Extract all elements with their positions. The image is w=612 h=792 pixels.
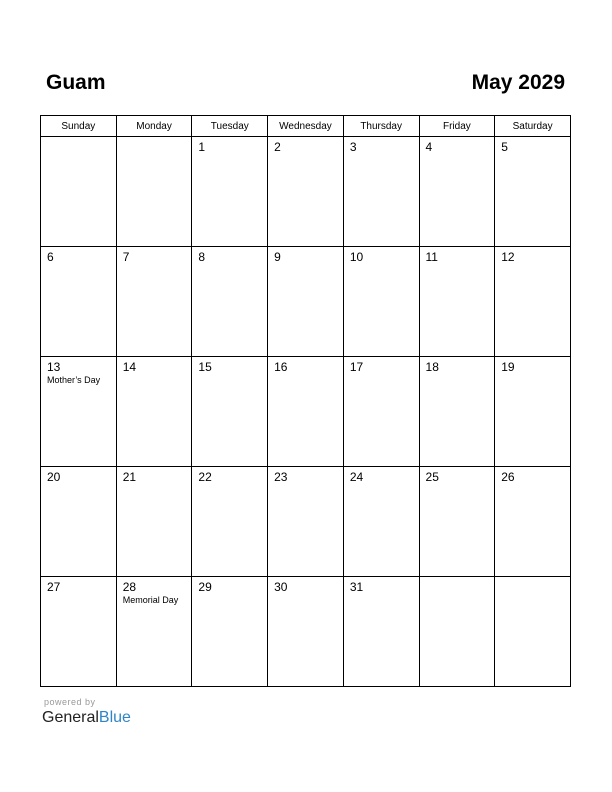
day-cell[interactable]: [495, 467, 571, 577]
day-number: 20: [47, 470, 61, 484]
day-number: 15: [198, 360, 212, 374]
day-cell[interactable]: [419, 357, 495, 467]
weekday-header: Thursday: [343, 116, 419, 137]
day-number: 11: [425, 250, 438, 264]
weekday-header: Friday: [419, 116, 495, 137]
day-number: 6: [47, 250, 54, 264]
day-cell[interactable]: [268, 467, 344, 577]
day-cell[interactable]: [419, 467, 495, 577]
day-cell[interactable]: [192, 247, 268, 357]
day-cell[interactable]: [268, 577, 344, 687]
day-number: 27: [47, 580, 61, 594]
day-number: [420, 577, 495, 580]
calendar-table: [40, 115, 571, 687]
day-number: 18: [425, 360, 439, 374]
day-cell[interactable]: [192, 357, 268, 467]
day-number: [41, 137, 116, 140]
week-row: [41, 247, 571, 357]
day-number: 10: [349, 250, 364, 264]
day-number: 25: [425, 470, 439, 484]
day-number: 5: [501, 140, 508, 154]
day-cell[interactable]: [419, 137, 495, 247]
day-number: 30: [274, 580, 288, 594]
day-number: 16: [274, 360, 288, 374]
day-number: 7: [122, 250, 130, 264]
day-number: 26: [501, 470, 515, 484]
day-cell[interactable]: [192, 137, 268, 247]
powered-by-text: powered by: [44, 697, 96, 707]
week-row: [41, 577, 571, 687]
day-cell[interactable]: [192, 467, 268, 577]
weekday-header: Sunday: [41, 116, 117, 137]
day-number: 17: [349, 360, 364, 374]
day-number: 3: [349, 140, 357, 154]
day-cell[interactable]: [495, 137, 571, 247]
day-number: 23: [274, 470, 288, 484]
day-number: 21: [122, 470, 137, 484]
day-number: 8: [198, 250, 206, 264]
day-cell[interactable]: [343, 137, 419, 247]
day-cell[interactable]: [419, 577, 495, 687]
day-number: 24: [349, 470, 364, 484]
brand-logo-general: General: [42, 709, 99, 726]
region-title: Guam: [46, 71, 106, 94]
day-number: 19: [501, 360, 515, 374]
day-cell[interactable]: [116, 137, 192, 247]
day-cell[interactable]: [116, 577, 192, 687]
day-cell[interactable]: [116, 247, 192, 357]
weekday-header: Saturday: [495, 116, 571, 137]
day-number: 4: [425, 140, 433, 154]
day-cell[interactable]: [116, 467, 192, 577]
day-number: 2: [274, 140, 281, 154]
day-cell[interactable]: [41, 357, 117, 467]
day-number: [117, 137, 192, 140]
calendar-grid: [40, 115, 571, 689]
day-cell[interactable]: [343, 577, 419, 687]
day-cell[interactable]: [268, 357, 344, 467]
day-number: 13: [47, 360, 61, 374]
day-number: 12: [501, 250, 515, 264]
day-number: 22: [198, 470, 212, 484]
weekday-header: Tuesday: [192, 116, 268, 137]
day-cell[interactable]: [495, 577, 571, 687]
day-cell[interactable]: [41, 577, 117, 687]
holiday-label: Mother’s Day: [47, 375, 101, 385]
day-cell[interactable]: [268, 247, 344, 357]
holiday-label: Memorial Day: [122, 595, 179, 605]
weekday-header-row: [41, 116, 571, 137]
day-number: 29: [198, 580, 212, 594]
day-cell[interactable]: [41, 467, 117, 577]
day-cell[interactable]: [343, 357, 419, 467]
day-cell[interactable]: [419, 247, 495, 357]
weekday-header: Monday: [116, 116, 192, 137]
week-row: [41, 357, 571, 467]
day-cell[interactable]: [495, 357, 571, 467]
day-cell[interactable]: [41, 247, 117, 357]
brand-logo[interactable]: [42, 709, 131, 727]
brand-logo-blue: Blue: [98, 709, 131, 726]
day-number: 1: [198, 140, 206, 154]
day-number: 14: [122, 360, 137, 374]
week-row: [41, 137, 571, 247]
day-cell[interactable]: [495, 247, 571, 357]
day-number: 28: [122, 580, 137, 594]
day-cell[interactable]: [268, 137, 344, 247]
day-number: [495, 577, 570, 580]
day-number: 31: [349, 580, 364, 594]
week-row: [41, 467, 571, 577]
month-year-title: May 2029: [471, 71, 565, 94]
day-cell[interactable]: [343, 247, 419, 357]
calendar-body: [41, 137, 571, 687]
day-cell[interactable]: [41, 137, 117, 247]
day-number: 9: [274, 250, 281, 264]
day-cell[interactable]: [343, 467, 419, 577]
day-cell[interactable]: [192, 577, 268, 687]
weekday-header: Wednesday: [268, 116, 344, 137]
day-cell[interactable]: [116, 357, 192, 467]
